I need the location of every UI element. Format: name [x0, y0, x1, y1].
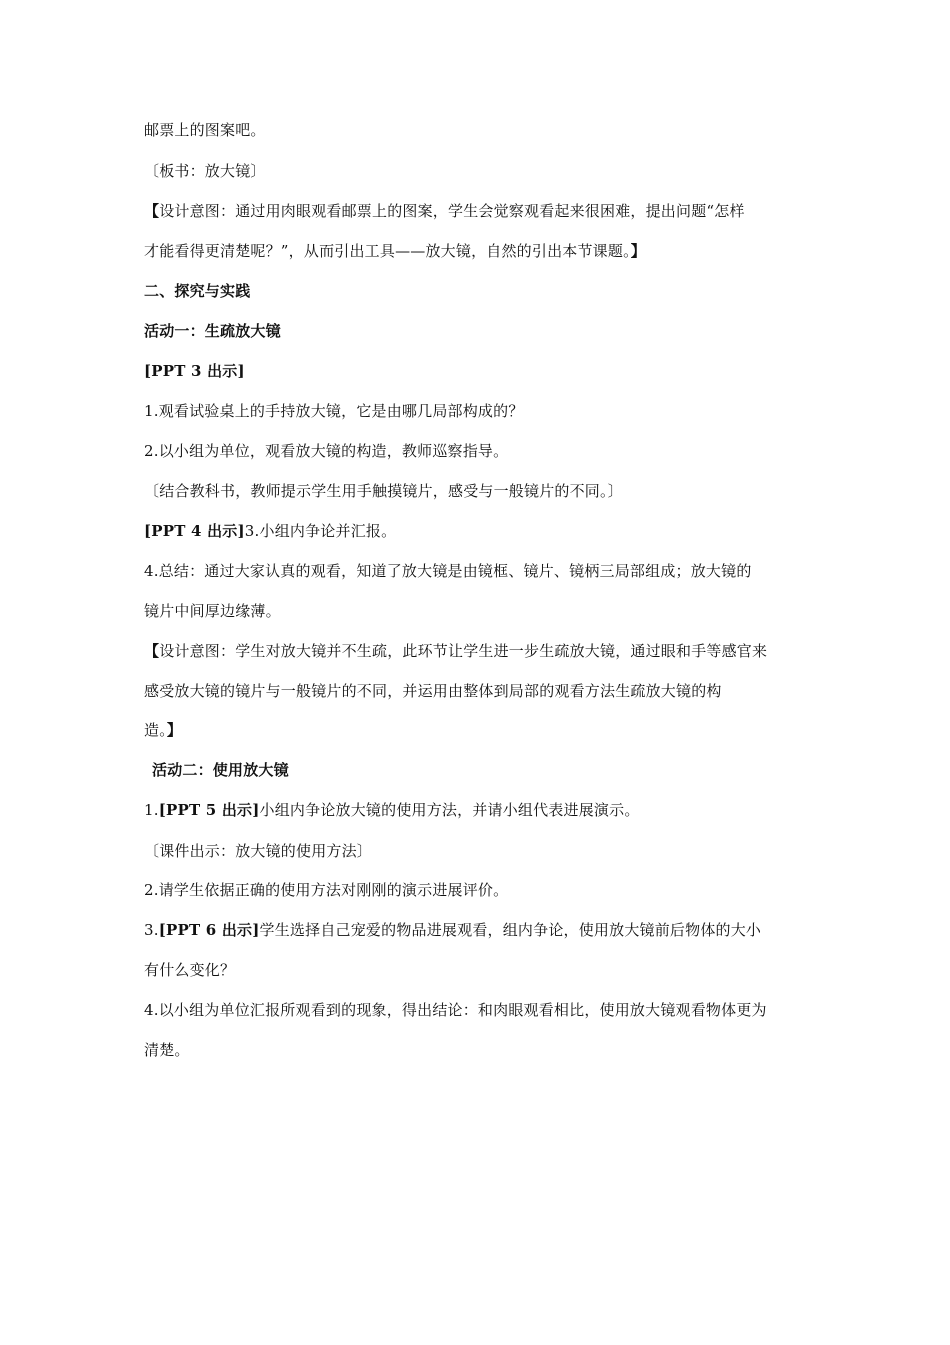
ppt-label: [PPT 5 出示]	[158, 801, 260, 819]
text-line	[144, 601, 281, 621]
heading-text: 活动一：生疏放大镜	[144, 322, 281, 340]
paragraph-text: 4.以小组为单位汇报所观看到的现象，得出结论：和肉眼观看相比，使用放大镜观看物体更为	[144, 1001, 767, 1019]
paragraph-text: 〔结合教科书，教师提示学生用手触摸镜片，感受与一般镜片的不同。〕	[144, 482, 623, 500]
list-item	[144, 880, 508, 900]
paragraph-text: 造。	[144, 721, 167, 739]
paragraph-text: 1.观看试验桌上的手持放大镜，它是由哪几局部构成的？	[144, 402, 524, 420]
list-number: 1.	[144, 801, 159, 819]
list-item	[144, 800, 640, 820]
paragraph-text: 感受放大镜的镜片与一般镜片的不同，并运用由整体到局部的观看方法生疏放大镜的构	[144, 682, 722, 700]
paragraph-text: 〔板书：放大镜〕	[144, 162, 266, 180]
paragraph-text: 清楚。	[144, 1041, 190, 1059]
paragraph-text: 4.总结：通过大家认真的观看，知道了放大镜是由镜框、镜片、镜柄三局部组成；放大镜的	[144, 562, 752, 580]
paragraph-text: 小组内争论放大镜的使用方法，并请小组代表进展演示。	[259, 801, 640, 819]
ppt-marker	[144, 361, 245, 381]
paragraph-text: 有什么变化？	[144, 961, 236, 979]
paragraph-text: 才能看得更清楚呢？”，从而引出工具——放大镜，自然的引出本节课题。	[144, 242, 631, 260]
blackboard-note	[144, 161, 266, 181]
paragraph-text: 设计意图：通过用肉眼观看邮票上的图案，学生会觉察观看起来很困难，提出问题“怎样	[159, 202, 745, 220]
text-line	[144, 481, 623, 501]
paragraph-text: 〔课件出示：放大镜的使用方法〕	[144, 842, 373, 860]
paragraph-text: 2.请学生依据正确的使用方法对刚刚的演示进展评价。	[144, 881, 509, 899]
list-item	[144, 561, 752, 581]
text-line	[144, 1040, 190, 1060]
ppt-label: [PPT 4 出示]	[144, 522, 245, 540]
paragraph-text: 2.以小组为单位，观看放大镜的构造，教师巡察指导。	[144, 442, 509, 460]
list-item	[144, 521, 396, 541]
text-line	[144, 841, 372, 861]
text-line	[144, 120, 266, 140]
bracket-open: 【	[144, 642, 160, 660]
list-item	[144, 401, 524, 421]
activity-heading	[152, 760, 289, 780]
list-item	[144, 441, 508, 461]
list-item	[144, 1000, 767, 1020]
list-item	[144, 920, 761, 940]
design-intent-note	[144, 641, 767, 661]
text-line	[144, 960, 235, 980]
paragraph-text: 镜片中间厚边缘薄。	[144, 602, 281, 620]
design-intent-note	[144, 201, 745, 221]
design-intent-note	[144, 681, 722, 701]
section-heading	[144, 281, 250, 301]
design-intent-note	[144, 720, 182, 740]
list-number: 3.	[144, 921, 159, 939]
heading-text: 二、探究与实践	[144, 282, 251, 300]
paragraph-text: 学生选择自己宠爱的物品进展观看，组内争论，使用放大镜前后物体的大小	[259, 921, 762, 939]
bracket-close: 】	[166, 721, 183, 739]
paragraph-text: 3.小组内争论并汇报。	[244, 522, 397, 540]
ppt-label: [PPT 6 出示]	[158, 921, 260, 939]
bracket-close: 】	[630, 242, 646, 260]
bracket-open: 【	[144, 202, 160, 220]
design-intent-note	[144, 241, 646, 261]
activity-heading	[144, 321, 281, 341]
paragraph-text: 邮票上的图案吧。	[144, 121, 266, 139]
heading-text: 活动二：使用放大镜	[152, 761, 289, 779]
paragraph-text: 设计意图：学生对放大镜并不生疏，此环节让学生进一步生疏放大镜，通过眼和手等感官来	[159, 642, 768, 660]
ppt-label: [PPT 3 出示]	[144, 362, 245, 380]
